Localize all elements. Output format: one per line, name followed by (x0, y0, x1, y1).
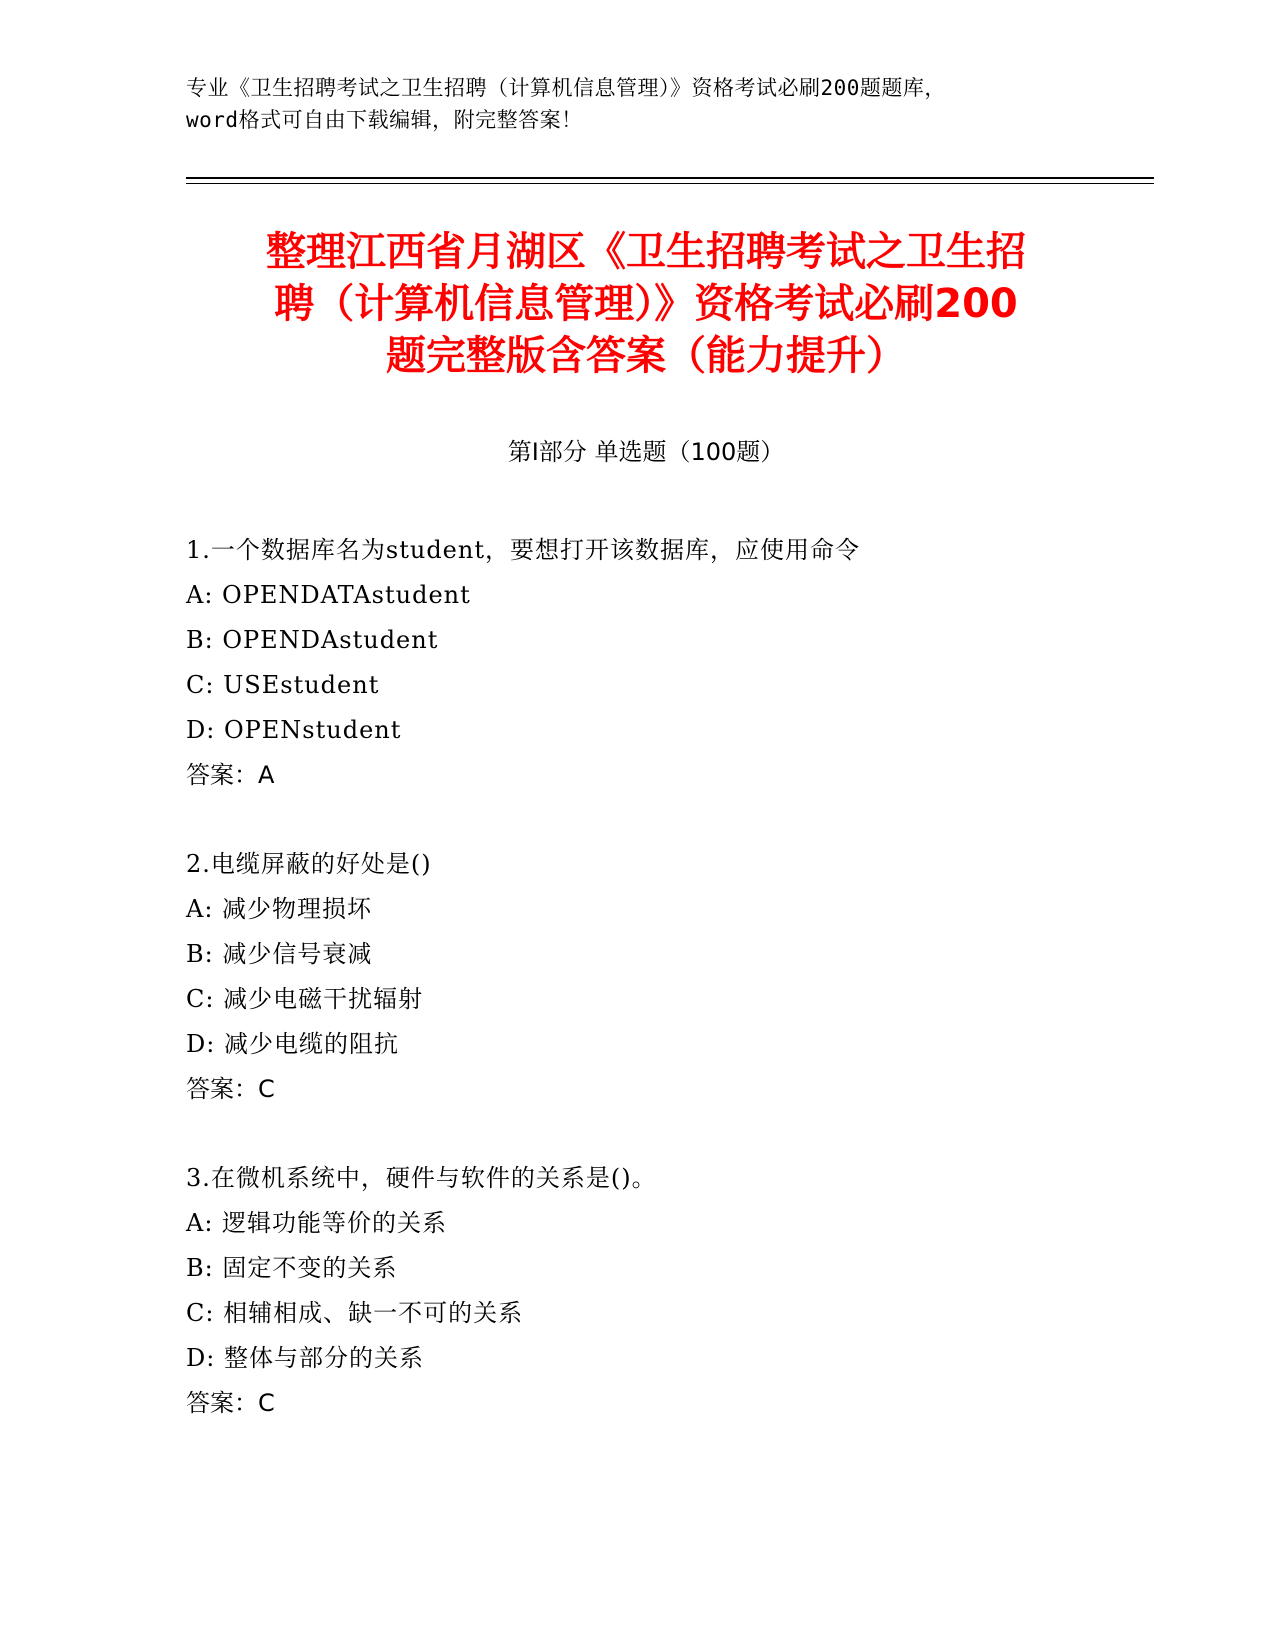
header-line-2: word格式可自由下载编辑，附完整答案！ (186, 108, 583, 132)
option-d: D: OPENstudent (186, 716, 402, 744)
question-item (186, 842, 1154, 1112)
title-line-1: 整理江西省月湖区《卫生招聘考试之卫生招 (266, 229, 1026, 275)
header-divider-thick (186, 177, 1154, 179)
question-item (186, 528, 1154, 798)
option-c: C: USEstudent (186, 671, 380, 699)
title-line-3: 题完整版含答案（能力提升） (386, 333, 906, 379)
option-b: B: OPENDAstudent (186, 626, 439, 654)
answer-label: 答案：A (186, 761, 275, 789)
option-a: A: 逻辑功能等价的关系 (186, 1209, 448, 1237)
question-stem: 1.一个数据库名为student，要想打开该数据库，应使用命令 (186, 536, 860, 564)
question-list (186, 528, 1154, 1470)
option-d: D: 整体与部分的关系 (186, 1344, 424, 1372)
question-stem: 2.电缆屏蔽的好处是() (186, 850, 432, 878)
option-a: A: 减少物理损坏 (186, 895, 373, 923)
document-header (186, 72, 1086, 136)
option-c: C: 减少电磁干扰辐射 (186, 985, 424, 1013)
document-title (186, 226, 1106, 382)
title-line-2: 聘（计算机信息管理）》资格考试必刷200 (274, 281, 1018, 327)
option-b: B: 减少信号衰减 (186, 940, 373, 968)
question-item (186, 1156, 1154, 1426)
section-heading: 第Ⅰ部分 单选题（100题） (507, 438, 785, 466)
answer-label: 答案：C (186, 1389, 275, 1417)
option-d: D: 减少电缆的阻抗 (186, 1030, 399, 1058)
option-b: B: 固定不变的关系 (186, 1254, 398, 1282)
option-a: A: OPENDATAstudent (186, 581, 471, 609)
header-divider-thin (186, 183, 1154, 184)
header-line-1: 专业《卫生招聘考试之卫生招聘（计算机信息管理）》资格考试必刷200题题库， (186, 76, 946, 100)
question-stem: 3.在微机系统中，硬件与软件的关系是()。 (186, 1164, 657, 1192)
option-c: C: 相辅相成、缺一不可的关系 (186, 1299, 524, 1327)
answer-label: 答案：C (186, 1075, 275, 1103)
